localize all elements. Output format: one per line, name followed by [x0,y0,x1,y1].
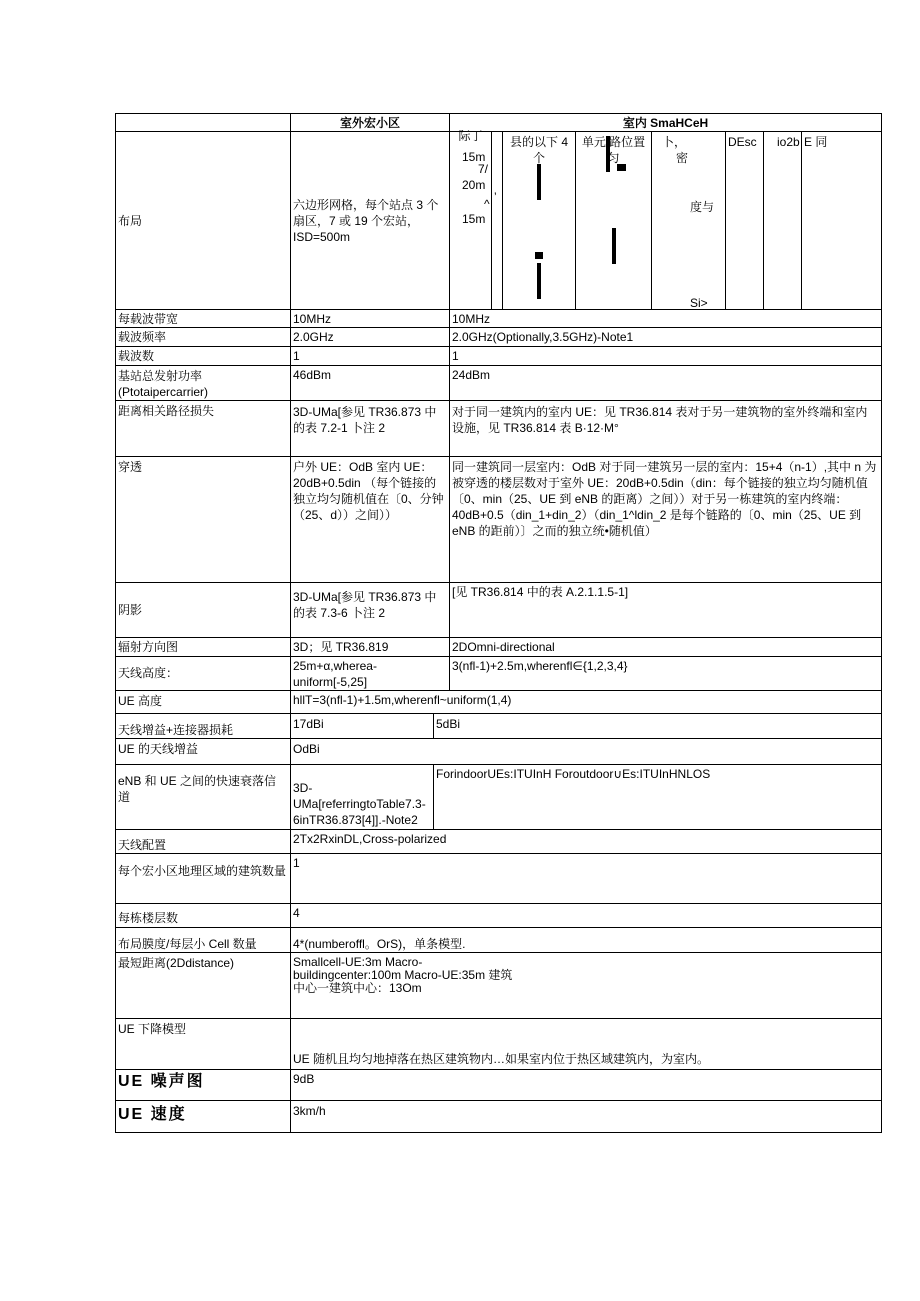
header-outdoor-macro: 室外宏小区 [339,116,400,130]
layout-c4-c: 度与 [690,200,715,214]
row-indoor: 24dBm [452,368,491,382]
layout-c1-d: ^ [484,197,490,211]
row-macro: 3D-UMa[参见 TR36.873 中的表 7.2-1 卜注 2 [293,405,437,435]
row-label: 天线配置 [118,838,167,852]
row-indoor: 1 [452,349,459,363]
row-macro: 户外 UE：OdB 室内 UE：20dB+0.5din （每个链接的独立均匀随机值在〔0、分钟（25、d））之间）） [293,460,444,522]
row-label: UE 的天线增益 [118,742,199,756]
layout-label: 布局 [118,214,143,228]
layout-mark [612,228,616,264]
row-indoor: 2DOmni-directional [452,640,555,654]
row-merged: hllT=3(nfl-1)+1.5m,wherenfl~uniform(1,4) [293,693,512,707]
layout-c1-a: 15m [462,150,486,164]
row-macro: 1 [293,349,300,363]
row-label: 每载波带宽 [118,312,179,326]
row-indoor: [见 TR36.814 中的表 A.2.1.1.5-1] [452,585,629,599]
row-label: UE 高度 [118,694,163,708]
row-indoor: 对于同一建筑内的室内 UE：见 TR36.814 表对于另一建筑物的室外终端和室内设施，见 TR36.814 表 B·12·M° [452,405,868,435]
layout-c1-top: 际丁 [458,129,483,141]
row-indoor: 10MHz [452,312,491,326]
row-macro: 46dBm [293,368,332,382]
layout-c5: DEsc [728,135,757,149]
row-macro: 2.0GHz [293,330,334,344]
layout-c4-b: 密 [676,151,689,165]
row-label: 载波频率 [118,330,167,344]
row-merged: 4*(numberoffl。OrS)，单条模型. [293,937,466,951]
layout-c4-d: Si> [690,296,708,310]
row-merged: 1 [293,856,300,870]
row-label: 天线增益+连接器损耗 [118,723,234,737]
row-indoor: ForindoorUEs:ITUInH Foroutdoor∪Es:ITUInHNLOS [436,767,711,781]
layout-c2: 县的以下 4 个 [509,135,568,165]
layout-macro: 六边形网格，每个站点 3 个扇区，7 或 19 个宏站，ISD=500m [293,198,439,244]
row-label: 穿透 [118,460,143,474]
row-indoor: 2.0GHz(Optionally,3.5GHz)-Note1 [452,330,634,344]
row-label: 基站总发射功率 (Ptotaipercarrier) [118,369,209,399]
row-indoor: 5dBi [436,717,461,731]
layout-c4-a: 卜， [662,135,687,149]
row-merged: 9dB [293,1072,315,1086]
layout-mark [537,164,541,200]
row-macro: 3D-UMa[参见 TR36.873 中的表 7.3-6 卜注 2 [293,590,437,620]
layout-mark [537,263,541,299]
row-merged: Smallcell-UE:3m Macro-buildingcenter:100m Macro-UE:35m 建筑中心一建筑中心：13Om [293,955,513,995]
row-merged: UE 随机且均匀地掉落在热区建筑物内…如果室内位于热区域建筑内，为室内。 [293,1052,710,1066]
layout-c3: 单元 路位置 匀 [581,135,646,165]
layout-c1-b: 7/ [478,162,489,176]
row-label: 每栋楼层数 [118,911,179,925]
row-merged: 3km/h [293,1104,326,1118]
row-label: 最短距离(2Ddistance) [118,956,235,970]
header-col1 [116,114,290,131]
row-label: 距离相关路径损失 [118,404,215,418]
row-indoor: 3(nfl-1)+2.5m,wherenfl∈{1,2,3,4} [452,659,628,673]
row-label: UE 速度 [118,1106,187,1123]
row-label: eNB 和 UE 之间的快速衰落信道 [118,774,277,804]
row-label: 载波数 [118,349,155,363]
header-indoor-small-cell: 室内 SmaHCeH [622,116,709,130]
row-label: 天线高度： [118,666,179,680]
row-indoor: 同一建筑同一层室内：OdB 对于同一建筑另一层的室内：15+4（n-1）,其中 n 为被穿透的楼层数对于室外 UE：20dB+0.5din（din：每个链接的独立均匀随机值〔0、min（25、UE 到 eNB 的距离）之间））对于另一栋建筑的室内终端：40dB+0.5（din_1+din_2）（din_1^ldin_2 是每个链路的〔0、min（25、UE 到 eNB 的距前）〕之而的独立统•随机值） [452,460,877,538]
layout-c1-f: ’ [494,190,497,202]
row-label: 辐射方向图 [118,640,179,654]
layout-c1-c: 20m [462,178,486,192]
layout-c7: E 同 [804,135,828,149]
row-merged: 2Tx2RxinDL,Cross-polarized [293,832,447,846]
row-macro: 25m+α,wherea-uniform[-5,25] [293,659,377,689]
row-merged: OdBi [293,742,320,756]
row-macro: 3D；见 TR36.819 [293,640,389,654]
layout-mark [535,252,543,259]
row-merged: 4 [293,906,300,920]
row-macro: 10MHz [293,312,332,326]
layout-c6: io2b [777,135,800,149]
row-label: 每个宏小区地理区域的建筑数量 [118,864,287,878]
row-macro: 17dBi [293,717,324,731]
row-label: 阴影 [118,603,143,617]
row-macro: 3D-UMa[referringtoTable7.3-6inTR36.873[4]].-Note2 [293,781,426,827]
layout-c1-e: 15m [462,212,486,226]
row-label: UE 噪声图 [118,1073,205,1090]
row-label: 布局膜度/每层小 Cell 数量 [118,937,257,951]
row-label: UE 下降模型 [118,1022,187,1036]
